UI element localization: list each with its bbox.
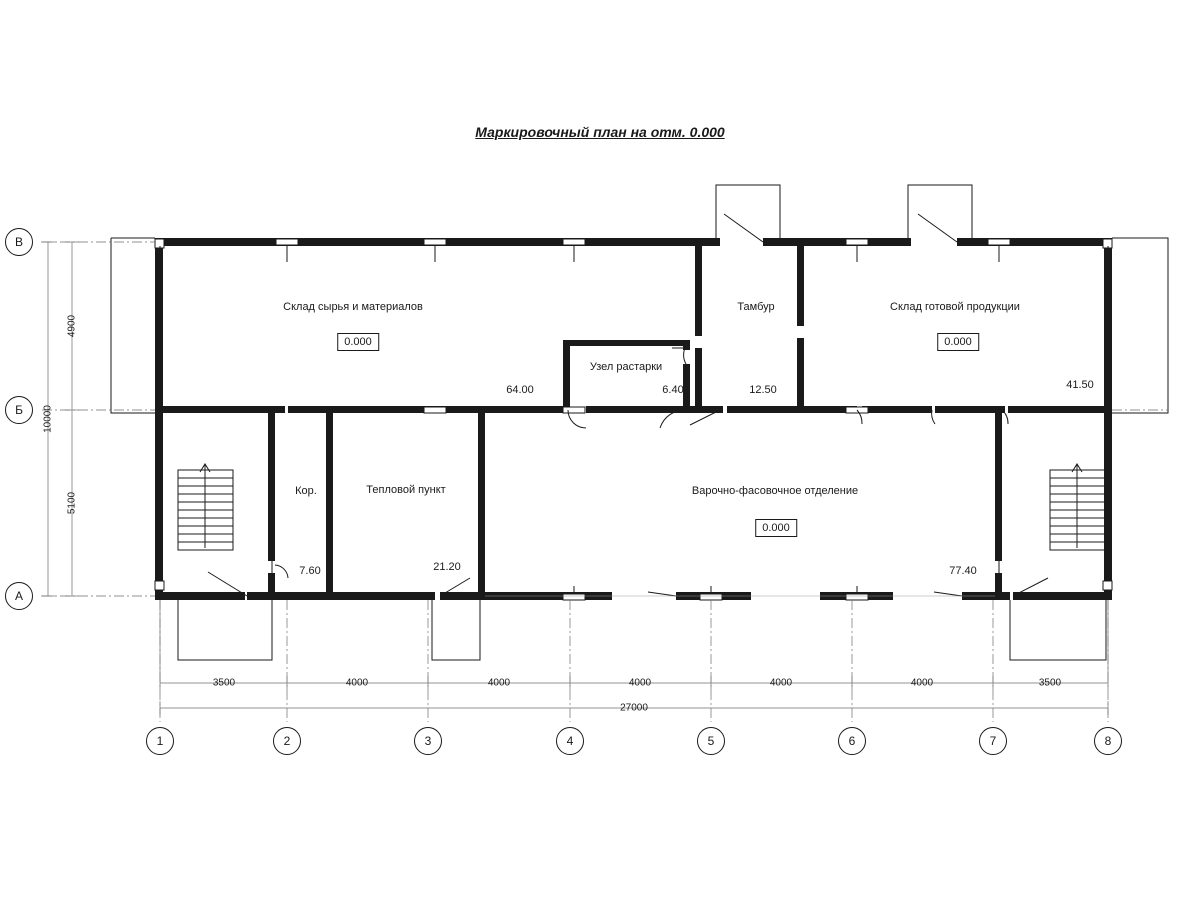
axis-marker-v-1[interactable]: В [5, 228, 33, 256]
dimension-bottom-4: 4000 [628, 677, 652, 689]
area-value-unpacking-node: 6.40 [662, 384, 684, 396]
stair-right [1050, 464, 1105, 550]
wall-outer [155, 238, 1112, 600]
axis-marker-h-4[interactable]: 4 [556, 727, 584, 755]
room-label-heat-point: Тепловой пункт [366, 484, 446, 497]
wall-ticks [160, 246, 1108, 592]
dimension-bottom-3: 4000 [487, 677, 511, 689]
dimension-bottom-2: 4000 [345, 677, 369, 689]
window-symbols [155, 239, 1112, 600]
dimension-left-1: 4900 [66, 314, 78, 338]
area-value-cooking-packing: 77.40 [949, 565, 977, 577]
dimension-bottom-1: 3500 [212, 677, 236, 689]
dimension-bottom-total: 27000 [620, 702, 648, 714]
axis-marker-h-6[interactable]: 6 [838, 727, 866, 755]
axis-marker-h-2[interactable]: 2 [273, 727, 301, 755]
axis-marker-v-2[interactable]: Б [5, 396, 33, 424]
dimension-bottom-7: 3500 [1038, 677, 1062, 689]
room-label-corridor: Кор. [295, 485, 317, 497]
room-label-warehouse-finished: Склад готовой продукции [890, 301, 1020, 313]
axis-marker-h-1[interactable]: 1 [146, 727, 174, 755]
axis-marker-v-3[interactable]: А [5, 582, 33, 610]
page-title: Маркировочный план на отм. 0.000 [475, 124, 725, 140]
dimension-left-2: 5100 [66, 491, 78, 515]
area-value-warehouse-raw: 64.00 [506, 384, 534, 396]
stair-left [178, 464, 233, 550]
elevation-tag-warehouse-finished: 0.000 [937, 333, 979, 351]
elevation-tag-warehouse-raw: 0.000 [337, 333, 379, 351]
axis-marker-h-8[interactable]: 8 [1094, 727, 1122, 755]
area-value-heat-point: 21.20 [433, 561, 461, 573]
area-value-warehouse-finished: 41.50 [1066, 379, 1094, 391]
door-symbols [208, 214, 1048, 596]
dimension-left-total: 10000 [42, 405, 54, 433]
dimension-bottom-5: 4000 [769, 677, 793, 689]
axis-marker-h-7[interactable]: 7 [979, 727, 1007, 755]
elevation-tag-cooking-packing: 0.000 [755, 519, 797, 537]
area-value-vestibule: 12.50 [749, 384, 777, 396]
dimension-bottom-6: 4000 [910, 677, 934, 689]
room-label-vestibule: Тамбур [737, 301, 775, 313]
axis-marker-h-5[interactable]: 5 [697, 727, 725, 755]
room-label-cooking-packing: Варочно-фасовочное отделение [691, 485, 859, 497]
area-value-corridor: 7.60 [299, 565, 321, 577]
room-label-unpacking-node: Узел растарки [589, 361, 663, 373]
room-label-warehouse-raw: Склад сырья и материалов [283, 301, 423, 313]
axis-marker-h-3[interactable]: 3 [414, 727, 442, 755]
wall-internal [155, 246, 1112, 600]
